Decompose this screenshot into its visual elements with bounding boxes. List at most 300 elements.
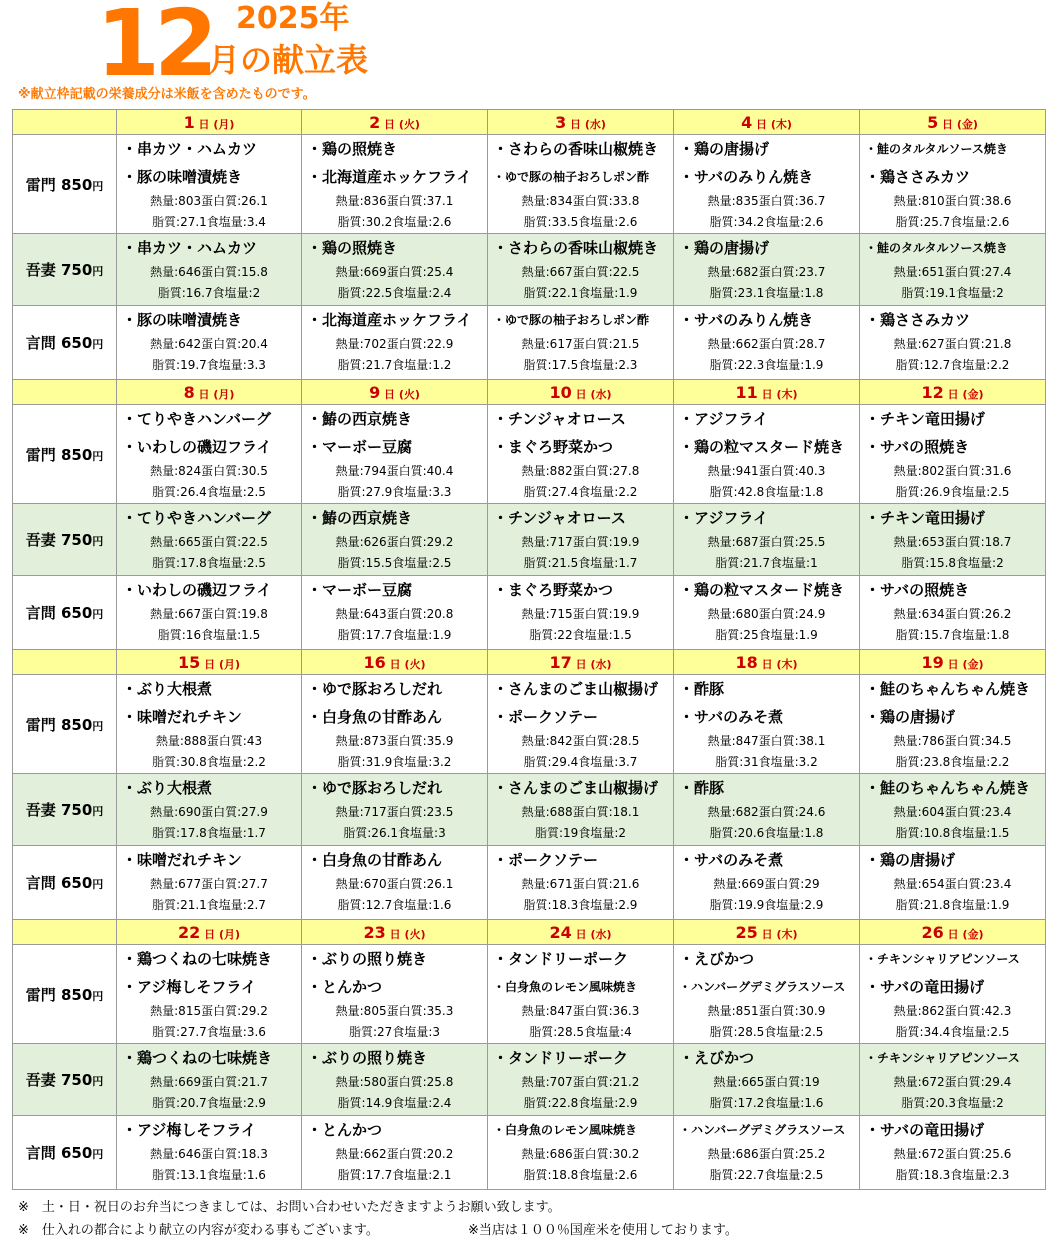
weekday: (月) [218, 927, 240, 941]
day-header [117, 920, 302, 945]
course-price: 750 [60, 1071, 93, 1089]
nutrition-energy-protein: 熱量:805蛋白質:35.3 [335, 1004, 454, 1018]
course-name: 言問 [25, 874, 56, 892]
menu-cell [860, 405, 1046, 504]
day-number: 2 [369, 112, 381, 132]
nutrition-energy-protein: 熱量:643蛋白質:20.8 [335, 607, 454, 621]
course-unit: 円 [92, 1075, 104, 1088]
dish-name: ・チキンシャリアピンソース [865, 952, 1020, 966]
dish-name: ・鶏の唐揚げ [679, 239, 770, 257]
nutrition-fat-salt: 脂質:19.1食塩量:2 [901, 286, 1004, 300]
course-unit: 円 [92, 179, 104, 193]
nutrition-energy-protein: 熱量:687蛋白質:25.5 [707, 535, 826, 549]
menu-cell [117, 846, 302, 920]
menu-cell [302, 846, 488, 920]
day-header-row [13, 110, 1046, 135]
nutrition-energy-protein: 熱量:654蛋白質:23.4 [893, 877, 1012, 891]
dish-name: ・ハンバーグデミグラスソース [679, 980, 846, 994]
day-header-blank [13, 380, 117, 405]
nutrition-energy-protein: 熱量:847蛋白質:38.1 [707, 734, 826, 748]
nutrition-energy-protein: 熱量:682蛋白質:23.7 [707, 265, 826, 279]
dish-name: ・味噌だれチキン [122, 851, 242, 869]
course-name: 言問 [25, 1144, 56, 1162]
menu-cell [488, 234, 674, 306]
nutrition-fat-salt: 脂質:13.1食塩量:1.6 [152, 1168, 266, 1182]
day-label: 日 [571, 657, 591, 671]
nutrition-energy-protein: 熱量:669蛋白質:21.7 [150, 1075, 268, 1089]
dish-name: ・ゆで豚おろしだれ [307, 779, 443, 797]
nutrition-energy-protein: 熱量:672蛋白質:29.4 [893, 1075, 1012, 1089]
course-unit: 円 [92, 535, 104, 548]
nutrition-fat-salt: 脂質:21.7食塩量:1 [715, 556, 818, 570]
nutrition-energy-protein: 熱量:634蛋白質:26.2 [893, 607, 1012, 621]
weekday: (水) [584, 117, 606, 131]
nutrition-fat-salt: 脂質:27.7食塩量:3.6 [152, 1025, 266, 1039]
dish-name: ・ゆで豚おろしだれ [307, 680, 443, 698]
course-unit: 円 [92, 989, 104, 1003]
day-header [117, 110, 302, 135]
nutrition-fat-salt: 脂質:25.7食塩量:2.6 [895, 215, 1010, 229]
dish-name: ・味噌だれチキン [122, 708, 242, 726]
dish-name: ・サバのみそ煮 [679, 708, 784, 726]
dish-name: ・北海道産ホッケフライ [307, 168, 472, 186]
nutrition-fat-salt: 脂質:19.7食塩量:3.3 [152, 358, 266, 372]
day-header-blank [13, 920, 117, 945]
nutrition-energy-protein: 熱量:671蛋白質:21.6 [521, 877, 640, 891]
day-header-row [13, 650, 1046, 675]
year-label: 2025年 [236, 1, 350, 36]
day-number: 18 [735, 652, 758, 672]
menu-cell [860, 234, 1046, 306]
dish-name: ・白身魚のレモン風味焼き [493, 980, 638, 994]
dish-name: ・鮭のちゃんちゃん焼き [865, 680, 1031, 698]
course-unit: 円 [92, 449, 104, 463]
nutrition-energy-protein: 熱量:794蛋白質:40.4 [335, 464, 454, 478]
page-title: 月の献立表 [208, 41, 369, 79]
day-label: 日 [200, 657, 219, 671]
nutrition-energy-protein: 熱量:824蛋白質:30.5 [150, 464, 268, 478]
page-header [0, 0, 1058, 110]
day-label: 日 [200, 927, 219, 941]
nutrition-fat-salt: 脂質:20.3食塩量:2 [901, 1096, 1004, 1110]
menu-cell [488, 945, 674, 1044]
day-label: 日 [938, 117, 957, 131]
dish-name: ・ぶりの照り焼き [307, 1049, 428, 1067]
menu-cell [117, 1116, 302, 1190]
nutrition-energy-protein: 熱量:646蛋白質:15.8 [150, 265, 268, 279]
dish-name: ・鮭のちゃんちゃん焼き [865, 779, 1031, 797]
dish-name: ・ポークソテー [493, 708, 599, 726]
weekday: (金) [962, 387, 984, 401]
nutrition-fat-salt: 脂質:27食塩量:3 [349, 1025, 440, 1039]
menu-cell [488, 576, 674, 650]
menu-row-650 [13, 576, 1046, 650]
course-price: 850 [60, 445, 93, 464]
course-unit: 円 [92, 338, 104, 351]
course-label [13, 405, 117, 504]
nutrition-fat-salt: 脂質:20.6食塩量:1.8 [709, 826, 824, 840]
footer-note-holidays: ※ 土・日・祝日のお弁当につきましては、お問い合わせいただきますようお願い致します。 [18, 1200, 561, 1215]
dish-name: ・タンドリーポーク [493, 950, 629, 968]
menu-cell [860, 135, 1046, 234]
nutrition-fat-salt: 脂質:17.8食塩量:2.5 [152, 556, 266, 570]
menu-cell [674, 675, 860, 774]
day-header [302, 650, 488, 675]
menu-row-850 [13, 405, 1046, 504]
nutrition-energy-protein: 熱量:617蛋白質:21.5 [521, 337, 640, 351]
weekday: (木) [776, 387, 798, 401]
weekday: (金) [962, 657, 984, 671]
menu-row-750 [13, 504, 1046, 576]
menu-cell [488, 846, 674, 920]
menu-cell [302, 234, 488, 306]
dish-name: ・とんかつ [307, 1121, 383, 1139]
dish-name: ・白身魚のレモン風味焼き [493, 1123, 638, 1137]
month-number: 12 [96, 0, 213, 97]
course-label [13, 1116, 117, 1190]
weekday: (水) [590, 387, 612, 401]
menu-row-850 [13, 675, 1046, 774]
day-number: 8 [183, 382, 195, 402]
course-name: 雷門 [25, 175, 56, 194]
nutrition-energy-protein: 熱量:686蛋白質:30.2 [521, 1147, 640, 1161]
nutrition-fat-salt: 脂質:42.8食塩量:1.8 [709, 485, 824, 499]
nutrition-energy-protein: 熱量:836蛋白質:37.1 [335, 194, 454, 208]
dish-name: ・アジフライ [679, 410, 768, 428]
nutrition-energy-protein: 熱量:670蛋白質:26.1 [335, 877, 454, 891]
day-number: 3 [555, 112, 567, 132]
dish-name: ・タンドリーポーク [493, 1049, 629, 1067]
day-label: 日 [385, 657, 405, 671]
menu-cell [860, 846, 1046, 920]
day-header-row [13, 380, 1046, 405]
nutrition-fat-salt: 脂質:22食塩量:1.5 [529, 628, 632, 642]
dish-name: ・アジフライ [679, 509, 768, 527]
menu-cell [674, 504, 860, 576]
nutrition-fat-salt: 脂質:21.8食塩量:1.9 [895, 898, 1010, 912]
nutrition-energy-protein: 熱量:862蛋白質:42.3 [893, 1004, 1012, 1018]
nutrition-fat-salt: 脂質:29.4食塩量:3.7 [523, 755, 638, 769]
menu-row-650 [13, 846, 1046, 920]
nutrition-fat-salt: 脂質:34.4食塩量:2.5 [895, 1025, 1010, 1039]
nutrition-energy-protein: 熱量:941蛋白質:40.3 [707, 464, 826, 478]
nutrition-energy-protein: 熱量:690蛋白質:27.9 [150, 805, 268, 819]
nutrition-fat-salt: 脂質:33.5食塩量:2.6 [523, 215, 638, 229]
menu-row-650 [13, 1116, 1046, 1190]
menu-cell [302, 774, 488, 846]
course-name: 吾妻 [25, 531, 56, 549]
course-unit: 円 [92, 1148, 104, 1161]
course-name: 雷門 [25, 445, 56, 464]
nutrition-fat-salt: 脂質:16食塩量:1.5 [157, 628, 261, 642]
nutrition-energy-protein: 熱量:847蛋白質:36.3 [521, 1004, 640, 1018]
menu-row-850 [13, 945, 1046, 1044]
weekday: (木) [770, 117, 792, 131]
dish-name: ・鶏の粒マスタード焼き [679, 581, 845, 599]
day-number: 15 [178, 652, 201, 672]
dish-name: ・豚の味噌漬焼き [122, 168, 243, 186]
nutrition-energy-protein: 熱量:580蛋白質:25.8 [335, 1075, 454, 1089]
menu-row-750 [13, 234, 1046, 306]
nutrition-energy-protein: 熱量:702蛋白質:22.9 [335, 337, 454, 351]
menu-cell [674, 1044, 860, 1116]
dish-name: ・サバの竜田揚げ [865, 978, 985, 996]
menu-cell [674, 306, 860, 380]
course-price: 650 [60, 1144, 93, 1162]
menu-cell [302, 504, 488, 576]
nutrition-fat-salt: 脂質:26.4食塩量:2.5 [152, 485, 266, 499]
dish-name: ・いわしの磯辺フライ [122, 438, 272, 456]
nutrition-energy-protein: 熱量:786蛋白質:34.5 [893, 734, 1012, 748]
menu-cell [860, 774, 1046, 846]
nutrition-energy-protein: 熱量:680蛋白質:24.9 [707, 607, 826, 621]
nutrition-energy-protein: 熱量:626蛋白質:29.2 [335, 535, 454, 549]
menu-cell [302, 135, 488, 234]
menu-cell [117, 135, 302, 234]
nutrition-fat-salt: 脂質:14.9食塩量:2.4 [337, 1096, 452, 1110]
nutrition-fat-salt: 脂質:17.2食塩量:1.6 [709, 1096, 824, 1110]
dish-name: ・鰆の西京焼き [307, 410, 413, 428]
dish-name: ・ぶり大根煮 [122, 779, 213, 797]
dish-name: ・とんかつ [307, 978, 383, 996]
course-label [13, 234, 117, 306]
course-name: 吾妻 [25, 261, 56, 279]
course-label [13, 306, 117, 380]
day-number: 26 [921, 922, 944, 942]
course-price: 750 [60, 261, 93, 279]
course-unit: 円 [92, 608, 104, 621]
day-label: 日 [571, 387, 591, 401]
menu-cell [674, 846, 860, 920]
dish-name: ・てりやきハンバーグ [122, 410, 271, 428]
weekday: (火) [404, 657, 426, 671]
day-label: 日 [566, 117, 585, 131]
menu-cell [117, 306, 302, 380]
nutrition-fat-salt: 脂質:20.7食塩量:2.9 [152, 1096, 266, 1110]
dish-name: ・えびかつ [679, 1049, 755, 1067]
day-header [674, 650, 860, 675]
dish-name: ・さわらの香味山椒焼き [493, 140, 659, 158]
menu-cell [117, 1044, 302, 1116]
dish-name: ・串カツ・ハムカツ [122, 239, 258, 257]
nutrition-fat-salt: 脂質:21.7食塩量:1.2 [337, 358, 452, 372]
nutrition-fat-salt: 脂質:23.1食塩量:1.8 [709, 286, 824, 300]
menu-cell [302, 576, 488, 650]
day-header [302, 920, 488, 945]
course-price: 650 [60, 334, 93, 352]
nutrition-energy-protein: 熱量:604蛋白質:23.4 [893, 805, 1012, 819]
nutrition-energy-protein: 熱量:667蛋白質:19.8 [150, 607, 268, 621]
menu-cell [674, 234, 860, 306]
weekday: (月) [213, 387, 235, 401]
dish-name: ・鶏の唐揚げ [865, 708, 956, 726]
nutrition-fat-salt: 脂質:19.9食塩量:2.9 [709, 898, 824, 912]
dish-name: ・北海道産ホッケフライ [307, 311, 472, 329]
course-price: 850 [60, 985, 93, 1004]
dish-name: ・ぶり大根煮 [122, 680, 213, 698]
course-price: 850 [60, 715, 93, 734]
day-label: 日 [194, 387, 214, 401]
nutrition-fat-salt: 脂質:30.2食塩量:2.6 [337, 215, 452, 229]
course-unit: 円 [92, 719, 104, 733]
menu-cell [117, 945, 302, 1044]
course-name: 雷門 [25, 715, 56, 734]
day-header [302, 380, 488, 405]
day-header [674, 920, 860, 945]
nutrition-energy-protein: 熱量:682蛋白質:24.6 [707, 805, 826, 819]
day-header-blank [13, 110, 117, 135]
day-label: 日 [757, 657, 777, 671]
course-price: 850 [60, 175, 93, 194]
nutrition-fat-salt: 脂質:34.2食塩量:2.6 [709, 215, 824, 229]
nutrition-fat-salt: 脂質:16.7食塩量:2 [157, 286, 261, 300]
dish-name: ・鶏の照焼き [307, 140, 398, 158]
course-label [13, 774, 117, 846]
menu-row-650 [13, 306, 1046, 380]
nutrition-fat-salt: 脂質:22.8食塩量:2.9 [523, 1096, 638, 1110]
menu-cell [860, 576, 1046, 650]
menu-cell [302, 1044, 488, 1116]
menu-cell [488, 1116, 674, 1190]
menu-cell [860, 945, 1046, 1044]
nutrition-fat-salt: 脂質:12.7食塩量:2.2 [895, 358, 1010, 372]
day-number: 16 [363, 652, 386, 672]
nutrition-fat-salt: 脂質:18.3食塩量:2.3 [895, 1168, 1010, 1182]
day-label: 日 [385, 927, 405, 941]
nutrition-energy-protein: 熱量:667蛋白質:22.5 [521, 265, 640, 279]
dish-name: ・サバのみそ煮 [679, 851, 784, 869]
nutrition-fat-salt: 脂質:28.5食塩量:4 [529, 1025, 632, 1039]
dish-name: ・いわしの磯辺フライ [122, 581, 272, 599]
nutrition-energy-protein: 熱量:802蛋白質:31.6 [893, 464, 1012, 478]
course-price: 650 [60, 604, 93, 622]
nutrition-energy-protein: 熱量:834蛋白質:33.8 [521, 194, 640, 208]
menu-cell [488, 1044, 674, 1116]
nutrition-fat-salt: 脂質:27.9食塩量:3.3 [337, 485, 452, 499]
nutrition-energy-protein: 熱量:627蛋白質:21.8 [893, 337, 1012, 351]
course-label [13, 504, 117, 576]
day-header [117, 650, 302, 675]
course-name: 吾妻 [25, 1071, 56, 1089]
weekday: (火) [398, 117, 420, 131]
dish-name: ・ハンバーグデミグラスソース [679, 1123, 846, 1137]
nutrition-energy-protein: 熱量:662蛋白質:28.7 [707, 337, 826, 351]
weekday: (金) [956, 117, 978, 131]
dish-name: ・さわらの香味山椒焼き [493, 239, 659, 257]
menu-cell [302, 306, 488, 380]
dish-name: ・鶏の粒マスタード焼き [679, 438, 845, 456]
dish-name: ・鶏ささみカツ [865, 311, 971, 329]
nutrition-fat-salt: 脂質:21.1食塩量:2.7 [152, 898, 266, 912]
nutrition-fat-salt: 脂質:15.5食塩量:2.5 [337, 556, 452, 570]
nutrition-energy-protein: 熱量:646蛋白質:18.3 [150, 1147, 268, 1161]
course-label [13, 675, 117, 774]
nutrition-energy-protein: 熱量:888蛋白質:43 [155, 734, 263, 748]
day-header-row [13, 920, 1046, 945]
dish-name: ・チキン竜田揚げ [865, 509, 985, 527]
course-label [13, 135, 117, 234]
dish-name: ・サバの照焼き [865, 438, 970, 456]
day-label: 日 [194, 117, 214, 131]
course-name: 雷門 [25, 985, 56, 1004]
nutrition-energy-protein: 熱量:842蛋白質:28.5 [521, 734, 640, 748]
menu-cell [674, 1116, 860, 1190]
nutrition-energy-protein: 熱量:810蛋白質:38.6 [893, 194, 1012, 208]
course-price: 750 [60, 801, 93, 819]
menu-cell [117, 774, 302, 846]
nutrition-fat-salt: 脂質:15.8食塩量:2 [901, 556, 1004, 570]
menu-cell [488, 774, 674, 846]
day-label: 日 [380, 387, 399, 401]
day-label: 日 [752, 117, 771, 131]
dish-name: ・まぐろ野菜かつ [493, 581, 614, 599]
nutrition-energy-protein: 熱量:672蛋白質:25.6 [893, 1147, 1012, 1161]
dish-name: ・鶏つくねの七味焼き [122, 1049, 273, 1067]
dish-name: ・てりやきハンバーグ [122, 509, 271, 527]
nutrition-energy-protein: 熱量:873蛋白質:35.9 [335, 734, 454, 748]
nutrition-energy-protein: 熱量:803蛋白質:26.1 [150, 194, 268, 208]
course-name: 言問 [25, 604, 56, 622]
dish-name: ・白身魚の甘酢あん [307, 851, 443, 869]
weekday: (金) [962, 927, 984, 941]
nutrition-fat-salt: 脂質:26.9食塩量:2.5 [895, 485, 1010, 499]
nutrition-energy-protein: 熱量:717蛋白質:23.5 [335, 805, 454, 819]
dish-name: ・チンジャオロース [493, 509, 626, 527]
dish-name: ・アジ梅しそフライ [122, 1121, 256, 1139]
day-label: 日 [757, 927, 777, 941]
weekday: (水) [590, 927, 612, 941]
day-number: 22 [178, 922, 201, 942]
day-number: 17 [549, 652, 572, 672]
course-price: 750 [60, 531, 93, 549]
dish-name: ・まぐろ野菜かつ [493, 438, 614, 456]
nutrition-energy-protein: 熱量:882蛋白質:27.8 [521, 464, 640, 478]
dish-name: ・ゆで豚の柚子おろしポン酢 [493, 313, 650, 327]
menu-cell [860, 1044, 1046, 1116]
weekday: (火) [398, 387, 420, 401]
nutrition-fat-salt: 脂質:22.5食塩量:2.4 [337, 286, 452, 300]
day-number: 25 [735, 922, 758, 942]
menu-cell [302, 675, 488, 774]
day-number: 19 [921, 652, 944, 672]
day-label: 日 [571, 927, 591, 941]
day-number: 23 [363, 922, 386, 942]
course-name: 言問 [25, 334, 56, 352]
nutrition-energy-protein: 熱量:815蛋白質:29.2 [150, 1004, 268, 1018]
nutrition-fat-salt: 脂質:10.8食塩量:1.5 [895, 826, 1010, 840]
menu-cell [302, 945, 488, 1044]
day-number: 5 [927, 112, 939, 132]
nutrition-fat-salt: 脂質:22.3食塩量:1.9 [709, 358, 824, 372]
dish-name: ・チンジャオロース [493, 410, 626, 428]
dish-name: ・鶏の唐揚げ [679, 140, 770, 158]
dish-name: ・ゆで豚の柚子おろしポン酢 [493, 170, 650, 184]
nutrition-energy-protein: 熱量:642蛋白質:20.4 [150, 337, 268, 351]
day-header [488, 380, 674, 405]
menu-cell [860, 306, 1046, 380]
dish-name: ・白身魚の甘酢あん [307, 708, 443, 726]
day-number: 10 [549, 382, 572, 402]
nutrition-energy-protein: 熱量:851蛋白質:30.9 [707, 1004, 826, 1018]
day-label: 日 [757, 387, 777, 401]
nutrition-fat-salt: 脂質:17.7食塩量:1.9 [337, 628, 452, 642]
nutrition-fat-salt: 脂質:27.4食塩量:2.2 [523, 485, 638, 499]
day-number: 24 [549, 922, 572, 942]
weekday: (木) [776, 927, 798, 941]
menu-cell [117, 576, 302, 650]
day-label: 日 [943, 657, 963, 671]
menu-cell [488, 675, 674, 774]
